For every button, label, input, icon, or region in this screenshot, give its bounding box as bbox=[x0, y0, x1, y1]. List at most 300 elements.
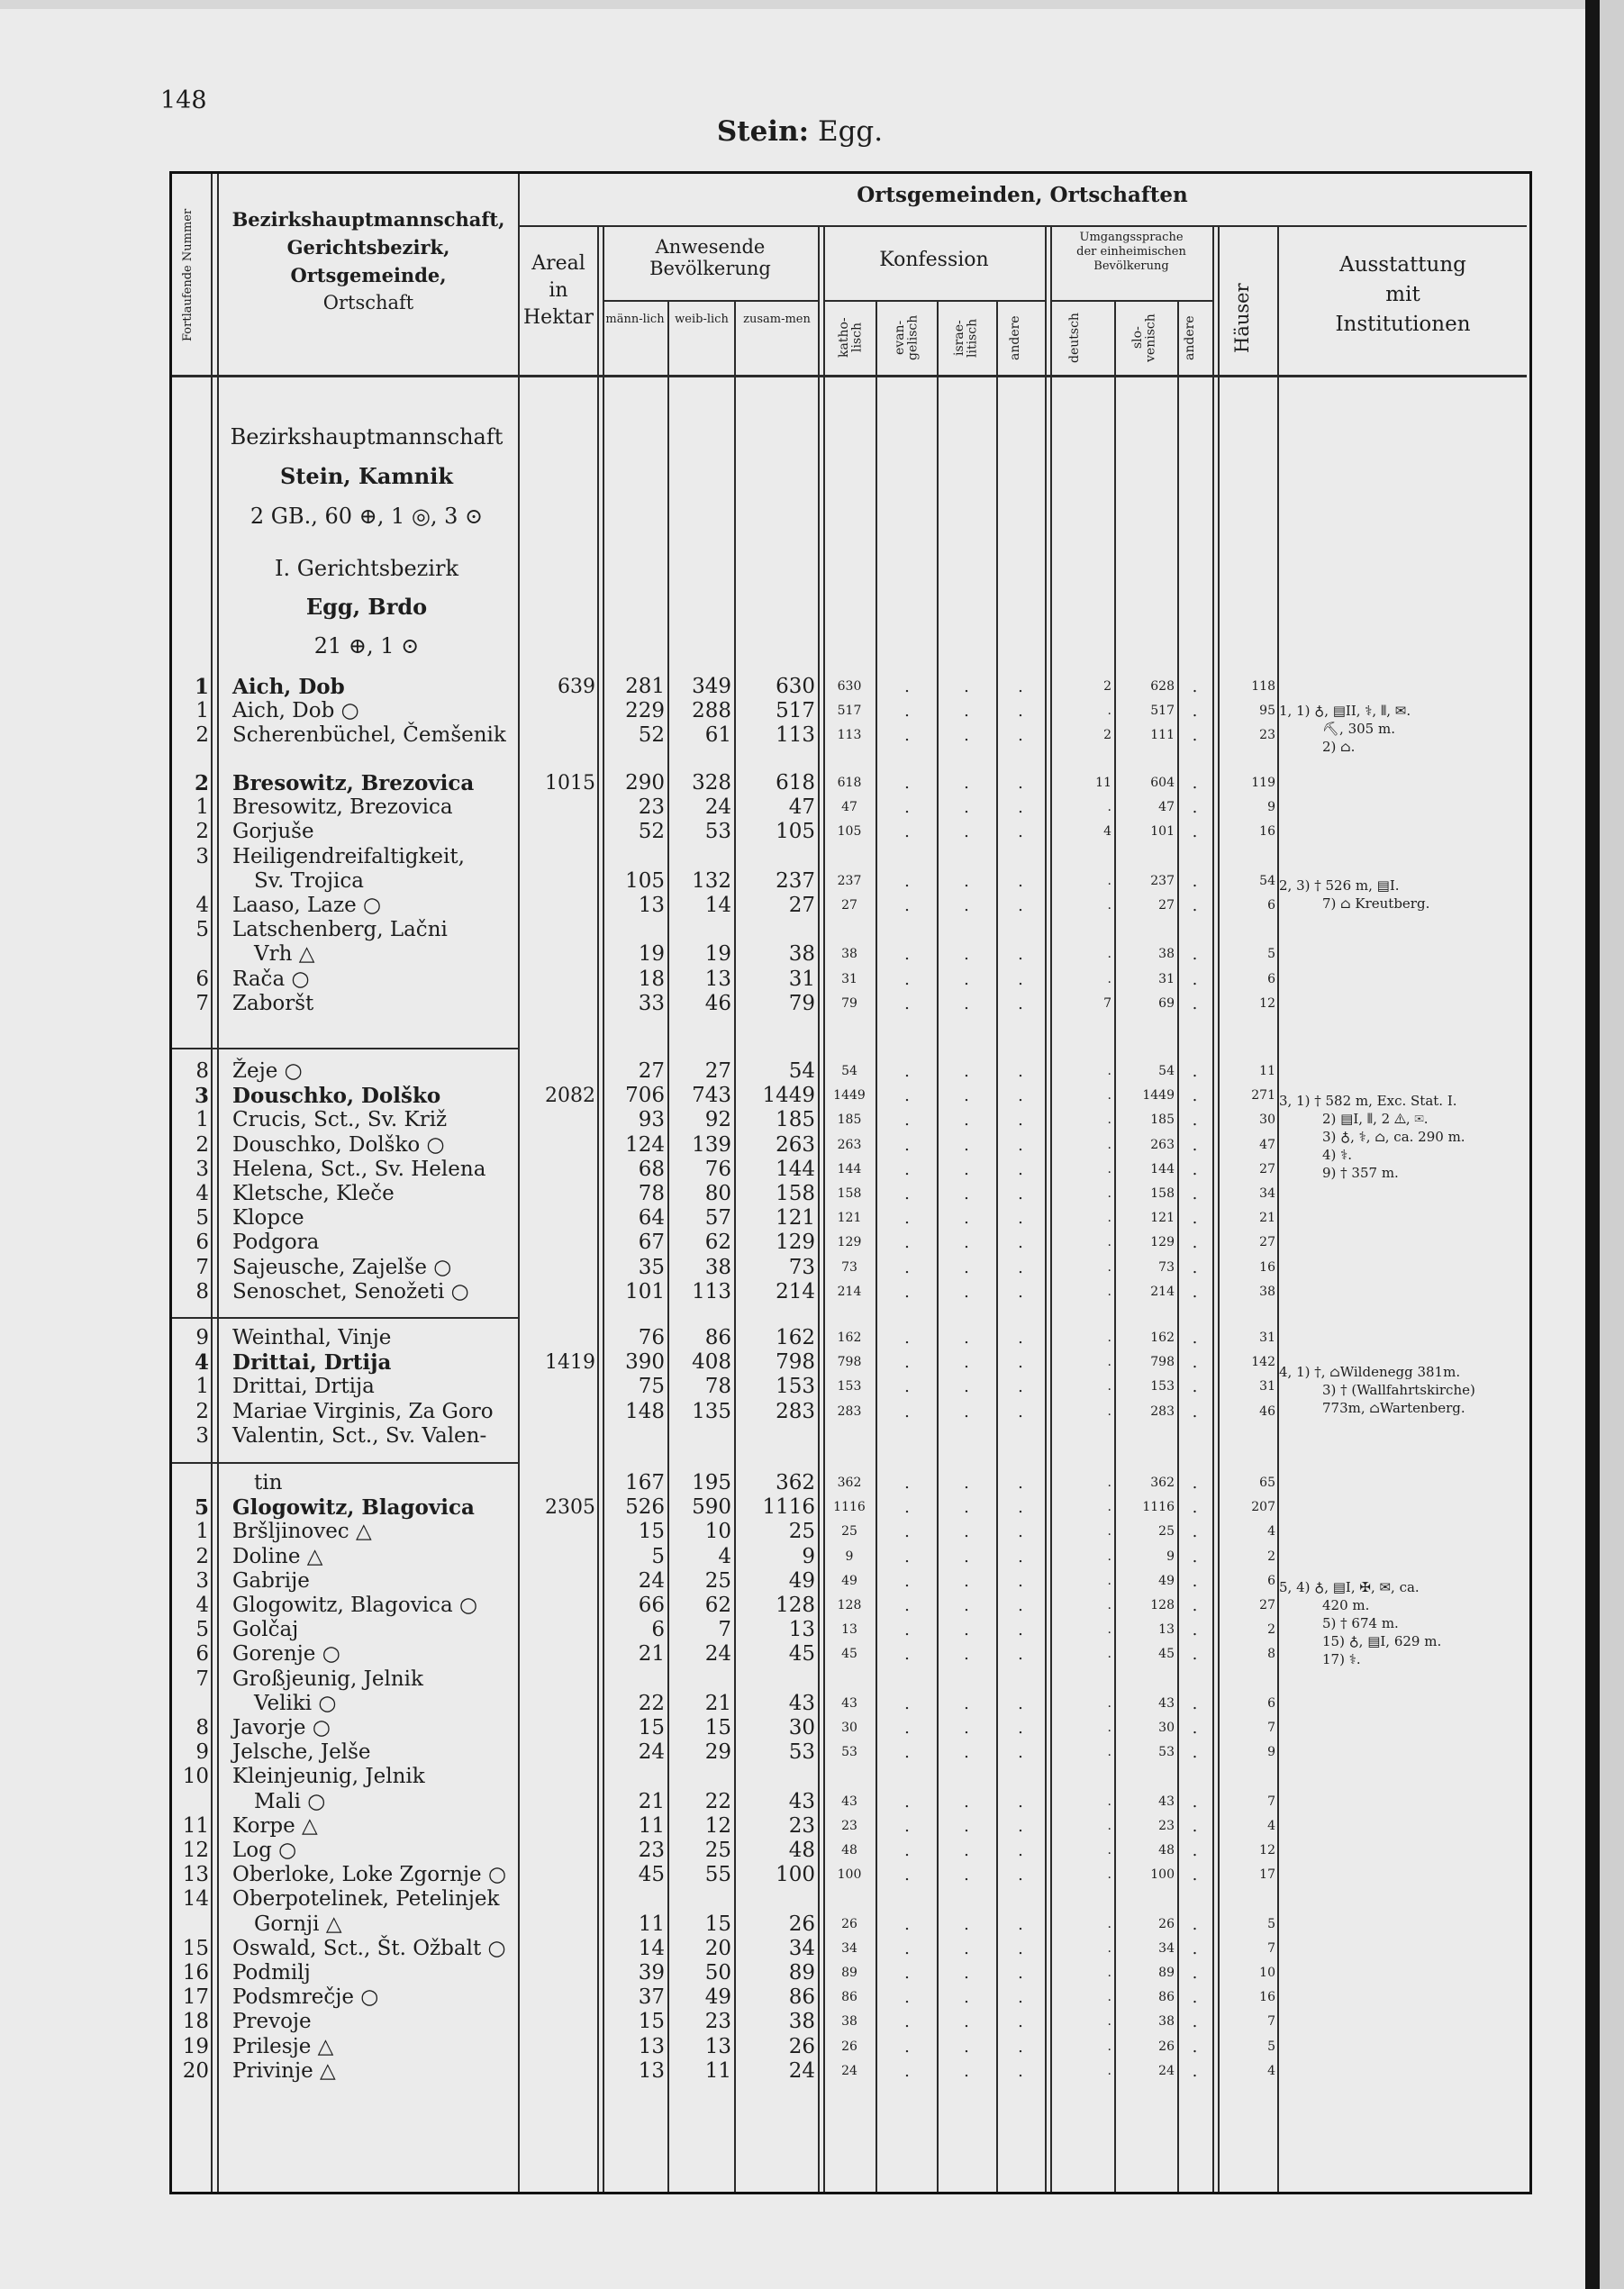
rule-m bbox=[667, 302, 669, 2192]
row-52-ot: . bbox=[1192, 2061, 1198, 2081]
row-23-a: . bbox=[1018, 1329, 1023, 1348]
row-51-ot: . bbox=[1192, 2037, 1198, 2057]
row-31-k: 9 bbox=[845, 1549, 854, 1564]
header-anwesende bbox=[603, 236, 818, 279]
row-12-z: 79 bbox=[788, 991, 815, 1015]
row-7-z: 237 bbox=[776, 868, 815, 893]
row-41-name: Mali ○ bbox=[254, 1789, 326, 1813]
row-39-z: 53 bbox=[788, 1740, 815, 1765]
row-24-i: . bbox=[964, 1353, 969, 1373]
rule-de bbox=[1114, 302, 1116, 2192]
row-13-a: . bbox=[1018, 1062, 1023, 1081]
row-11-e: . bbox=[904, 969, 910, 989]
row-24-h: 142 bbox=[1251, 1355, 1275, 1370]
row-27-name: Valentin, Sct., Sv. Valen- bbox=[232, 1423, 487, 1448]
row-47-ot: . bbox=[1192, 1939, 1198, 1958]
row-26-sl: 283 bbox=[1150, 1403, 1175, 1419]
row-25-e: . bbox=[904, 1377, 910, 1397]
row-11-n: 6 bbox=[195, 967, 209, 991]
row-24-name: Drittai, Drtija bbox=[232, 1350, 392, 1376]
row-15-w: 92 bbox=[704, 1108, 731, 1132]
row-32-ot: . bbox=[1192, 1571, 1198, 1591]
row-16-ot: . bbox=[1192, 1135, 1198, 1155]
row-18-i: . bbox=[964, 1185, 969, 1204]
row-18-w: 80 bbox=[704, 1182, 731, 1205]
row-32-i: . bbox=[964, 1571, 969, 1591]
row-18-z: 158 bbox=[776, 1182, 815, 1205]
row-46-m: 11 bbox=[638, 1912, 665, 1936]
row-47-n: 15 bbox=[182, 1936, 209, 1960]
note-3-line-5: 9) † 357 m. bbox=[1322, 1165, 1399, 1181]
row-6-n: 3 bbox=[195, 844, 209, 868]
row-21-k: 73 bbox=[841, 1259, 857, 1275]
rule-w bbox=[734, 302, 736, 2192]
row-10-m: 19 bbox=[638, 942, 665, 967]
row-42-z: 23 bbox=[788, 1813, 815, 1838]
row-41-k: 43 bbox=[841, 1794, 857, 1809]
row-34-k: 13 bbox=[841, 1622, 857, 1638]
row-46-de: . bbox=[1107, 1916, 1111, 1931]
rule-header-bottom bbox=[172, 375, 1527, 377]
section-egg-symbols: 21 ⊕, 1 ⊙ bbox=[313, 633, 420, 659]
row-43-i: . bbox=[964, 1841, 969, 1860]
row-21-name: Sajeusche, Zajelše ○ bbox=[232, 1255, 452, 1279]
row-52-n: 20 bbox=[182, 2058, 209, 2083]
row-45-name: Oberpotelinek, Petelinjek bbox=[232, 1887, 500, 1912]
row-18-e: . bbox=[904, 1185, 910, 1204]
row-33-e: . bbox=[904, 1596, 910, 1615]
row-30-de: . bbox=[1107, 1524, 1111, 1540]
note-3-line-4: 4) ⚕. bbox=[1322, 1147, 1353, 1163]
row-39-e: . bbox=[904, 1743, 910, 1763]
row-7-m: 105 bbox=[625, 868, 665, 893]
row-16-w: 139 bbox=[692, 1132, 731, 1157]
row-44-h: 17 bbox=[1259, 1867, 1275, 1883]
row-22-z: 214 bbox=[776, 1279, 815, 1303]
row-20-i: . bbox=[964, 1233, 969, 1253]
row-17-e: . bbox=[904, 1159, 910, 1179]
row-7-name: Sv. Trojica bbox=[254, 868, 364, 893]
row-9-n: 5 bbox=[195, 918, 209, 942]
row-14-z: 1449 bbox=[762, 1084, 815, 1108]
row-14-ot: . bbox=[1192, 1086, 1198, 1106]
row-3-k: 618 bbox=[837, 776, 862, 790]
row-2-name: Scherenbüchel, Čemšenik bbox=[232, 723, 506, 748]
section-egg-brdo: Egg, Brdo bbox=[305, 594, 428, 620]
row-34-m: 6 bbox=[651, 1618, 665, 1642]
row-52-z: 24 bbox=[788, 2058, 815, 2083]
row-32-h: 6 bbox=[1267, 1573, 1275, 1588]
row-47-e: . bbox=[904, 1939, 910, 1958]
row-20-e: . bbox=[904, 1233, 910, 1253]
row-10-z: 38 bbox=[788, 942, 815, 967]
row-41-z: 43 bbox=[788, 1789, 815, 1813]
row-39-h: 9 bbox=[1267, 1745, 1275, 1760]
row-48-h: 10 bbox=[1259, 1966, 1275, 1980]
row-39-w: 29 bbox=[704, 1740, 731, 1765]
row-7-ot: . bbox=[1192, 871, 1198, 891]
row-26-e: . bbox=[904, 1402, 910, 1422]
header-umgang-3: Bevölkerung bbox=[1093, 259, 1169, 273]
row-48-n: 16 bbox=[182, 1961, 209, 1985]
row-24-k: 798 bbox=[837, 1355, 862, 1370]
row-42-a: . bbox=[1018, 1816, 1023, 1836]
row-11-a: . bbox=[1018, 969, 1023, 989]
row-11-w: 13 bbox=[704, 967, 731, 991]
row-7-w: 132 bbox=[692, 868, 731, 893]
row-17-h: 27 bbox=[1259, 1161, 1275, 1176]
row-41-ot: . bbox=[1192, 1792, 1198, 1812]
row-3-e: . bbox=[904, 774, 910, 793]
row-37-de: . bbox=[1107, 1695, 1111, 1711]
row-34-z: 13 bbox=[788, 1618, 815, 1642]
row-1-e: . bbox=[904, 702, 910, 722]
row-13-sl: 54 bbox=[1158, 1064, 1175, 1078]
row-42-h: 4 bbox=[1267, 1818, 1275, 1833]
row-37-a: . bbox=[1018, 1694, 1023, 1713]
header-areal-2: in bbox=[549, 279, 568, 302]
row-1-w: 288 bbox=[692, 699, 731, 723]
row-49-name: Podsmrečje ○ bbox=[232, 1985, 379, 2010]
header-anwesende-2: Bevölkerung bbox=[649, 258, 771, 280]
row-16-sl: 263 bbox=[1150, 1137, 1175, 1152]
row-2-n: 2 bbox=[195, 723, 209, 748]
row-2-ot: . bbox=[1192, 726, 1198, 746]
row-29-de: . bbox=[1107, 1500, 1111, 1515]
row-34-sl: 13 bbox=[1158, 1622, 1175, 1638]
note-2-line-2: 7) ⌂ Kreutberg. bbox=[1322, 895, 1430, 912]
row-21-n: 7 bbox=[195, 1255, 209, 1279]
row-35-name: Gorenje ○ bbox=[232, 1642, 340, 1667]
row-25-a: . bbox=[1018, 1377, 1023, 1397]
header-anwesende-1: Anwesende bbox=[655, 236, 766, 258]
note-5-line-1: 5, 4) ♁, ▤I, ✠, ✉, ca. bbox=[1279, 1579, 1420, 1595]
row-28-sl: 362 bbox=[1150, 1476, 1175, 1490]
row-37-ot: . bbox=[1192, 1694, 1198, 1713]
header-district-1: Bezirkshauptmannschaft, bbox=[231, 208, 505, 231]
note-4-line-2: 3) † (Wallfahrtskirche) bbox=[1322, 1382, 1475, 1398]
rule-district bbox=[518, 174, 520, 2192]
rule-konf-sub bbox=[823, 300, 1045, 302]
row-28-e: . bbox=[904, 1474, 910, 1493]
row-20-de: . bbox=[1107, 1235, 1111, 1250]
row-22-i: . bbox=[964, 1282, 969, 1302]
header-ot: andere bbox=[1183, 315, 1197, 360]
row-43-a: . bbox=[1018, 1841, 1023, 1860]
row-0-m: 281 bbox=[625, 675, 665, 698]
row-26-k: 283 bbox=[837, 1403, 862, 1419]
rule-areal-double bbox=[603, 227, 604, 2192]
row-23-ot: . bbox=[1192, 1329, 1198, 1348]
row-38-z: 30 bbox=[788, 1716, 815, 1739]
row-13-i: . bbox=[964, 1062, 969, 1081]
row-47-name: Oswald, Sct., Št. Ožbalt ○ bbox=[232, 1936, 506, 1960]
row-4-i: . bbox=[964, 798, 969, 818]
row-29-n: 5 bbox=[194, 1495, 209, 1521]
row-0-name: Aich, Dob bbox=[232, 675, 345, 699]
row-22-n: 8 bbox=[195, 1279, 209, 1303]
header-m: männ-lich bbox=[605, 313, 665, 326]
row-32-e: . bbox=[904, 1571, 910, 1591]
row-26-h: 46 bbox=[1259, 1403, 1275, 1419]
row-48-m: 39 bbox=[638, 1961, 665, 1985]
row-49-m: 37 bbox=[638, 1985, 665, 2010]
row-16-m: 124 bbox=[625, 1132, 665, 1157]
row-11-name: Rača ○ bbox=[232, 967, 310, 991]
header-haeuser: Häuser bbox=[1231, 283, 1253, 353]
row-1-ot: . bbox=[1192, 702, 1198, 722]
row-41-m: 21 bbox=[638, 1789, 665, 1813]
row-33-k: 128 bbox=[837, 1598, 862, 1612]
row-52-k: 24 bbox=[841, 2063, 857, 2078]
row-24-z: 798 bbox=[776, 1350, 815, 1375]
row-15-sl: 185 bbox=[1150, 1113, 1175, 1128]
row-26-w: 135 bbox=[692, 1399, 731, 1423]
row-33-de: . bbox=[1107, 1598, 1111, 1612]
rule-h bbox=[1277, 227, 1279, 2192]
row-43-h: 12 bbox=[1259, 1843, 1275, 1858]
row-18-sl: 158 bbox=[1150, 1186, 1175, 1201]
row-50-de: . bbox=[1107, 2014, 1111, 2030]
row-52-de: . bbox=[1107, 2063, 1111, 2078]
row-19-i: . bbox=[964, 1209, 969, 1229]
row-4-n: 1 bbox=[195, 795, 209, 820]
row-7-k: 237 bbox=[837, 873, 862, 888]
row-18-a: . bbox=[1018, 1185, 1023, 1204]
row-15-e: . bbox=[904, 1111, 910, 1131]
row-4-k: 47 bbox=[841, 800, 857, 815]
note-5-line-3: 5) † 674 m. bbox=[1322, 1615, 1399, 1631]
row-29-w: 590 bbox=[692, 1495, 731, 1520]
row-46-h: 5 bbox=[1267, 1916, 1275, 1931]
row-22-h: 38 bbox=[1259, 1284, 1275, 1299]
row-22-k: 214 bbox=[837, 1284, 862, 1299]
row-49-n: 17 bbox=[182, 1985, 209, 2010]
row-37-m: 22 bbox=[638, 1691, 665, 1715]
row-52-i: . bbox=[964, 2061, 969, 2081]
row-29-sl: 1116 bbox=[1142, 1500, 1175, 1515]
row-31-i: . bbox=[964, 1547, 969, 1567]
header-k: katho-lisch bbox=[837, 317, 865, 359]
row-15-de: . bbox=[1107, 1113, 1111, 1128]
rule-a bbox=[1045, 227, 1047, 2192]
row-35-m: 21 bbox=[638, 1642, 665, 1667]
row-51-m: 13 bbox=[638, 2034, 665, 2058]
row-12-w: 46 bbox=[704, 991, 731, 1015]
row-17-k: 144 bbox=[837, 1161, 862, 1176]
row-33-h: 27 bbox=[1259, 1598, 1275, 1612]
row-20-w: 62 bbox=[704, 1231, 731, 1255]
row-35-n: 6 bbox=[195, 1642, 209, 1667]
row-19-h: 21 bbox=[1259, 1211, 1275, 1226]
row-50-a: . bbox=[1018, 2012, 1023, 2032]
row-36-n: 7 bbox=[195, 1667, 209, 1691]
row-12-a: . bbox=[1018, 994, 1023, 1013]
row-24-m: 390 bbox=[625, 1350, 665, 1375]
row-11-z: 31 bbox=[788, 967, 815, 991]
row-10-e: . bbox=[904, 945, 910, 965]
row-50-name: Prevoje bbox=[232, 2010, 312, 2034]
row-48-z: 89 bbox=[788, 1961, 815, 1985]
row-16-de: . bbox=[1107, 1137, 1111, 1152]
row-47-m: 14 bbox=[638, 1936, 665, 1960]
row-43-ot: . bbox=[1192, 1841, 1198, 1860]
row-4-name: Bresowitz, Brezovica bbox=[232, 795, 453, 820]
note-1-line-3: 2) ⌂. bbox=[1322, 739, 1356, 755]
row-30-i: . bbox=[964, 1522, 969, 1542]
row-26-ot: . bbox=[1192, 1402, 1198, 1422]
row-52-sl: 24 bbox=[1158, 2063, 1175, 2078]
row-50-n: 18 bbox=[182, 2010, 209, 2034]
row-5-e: . bbox=[904, 822, 910, 842]
row-48-e: . bbox=[904, 1964, 910, 1983]
row-9-name: Latschenberg, Lačni bbox=[232, 918, 448, 942]
row-32-z: 49 bbox=[788, 1568, 815, 1593]
row-33-name: Glogowitz, Blagovica ○ bbox=[232, 1594, 478, 1617]
row-51-i: . bbox=[964, 2037, 969, 2057]
note-5-line-5: 17) ⚕. bbox=[1322, 1651, 1361, 1667]
row-29-k: 1116 bbox=[833, 1500, 866, 1515]
row-50-h: 7 bbox=[1267, 2014, 1275, 2030]
row-20-sl: 129 bbox=[1150, 1235, 1175, 1250]
header-district bbox=[219, 205, 518, 317]
row-49-a: . bbox=[1018, 1988, 1023, 2008]
row-4-ot: . bbox=[1192, 798, 1198, 818]
row-44-m: 45 bbox=[638, 1863, 665, 1887]
row-25-h: 31 bbox=[1259, 1379, 1275, 1394]
row-32-n: 3 bbox=[195, 1568, 209, 1593]
row-15-n: 1 bbox=[195, 1108, 209, 1132]
row-23-n: 9 bbox=[195, 1326, 209, 1349]
row-39-n: 9 bbox=[195, 1740, 209, 1765]
group-rule-3 bbox=[172, 1462, 518, 1464]
row-0-e: . bbox=[904, 677, 910, 696]
row-52-h: 4 bbox=[1267, 2063, 1275, 2078]
row-3-areal: 1015 bbox=[545, 772, 595, 795]
row-29-areal: 2305 bbox=[545, 1496, 595, 1520]
row-29-h: 207 bbox=[1251, 1500, 1275, 1515]
rule-areal bbox=[597, 227, 599, 2192]
rule-header-top bbox=[518, 225, 1527, 227]
row-38-a: . bbox=[1018, 1719, 1023, 1738]
row-20-k: 129 bbox=[837, 1235, 862, 1250]
row-13-h: 11 bbox=[1259, 1064, 1275, 1078]
row-25-i: . bbox=[964, 1377, 969, 1397]
row-0-sl: 628 bbox=[1150, 679, 1175, 694]
note-5-line-4: 15) ♁, ▤I, 629 m. bbox=[1322, 1633, 1442, 1649]
row-30-ot: . bbox=[1192, 1522, 1198, 1542]
row-1-z: 517 bbox=[776, 699, 815, 723]
row-12-de: 7 bbox=[1103, 995, 1111, 1011]
row-30-sl: 25 bbox=[1158, 1524, 1175, 1540]
row-44-e: . bbox=[904, 1866, 910, 1885]
row-30-w: 10 bbox=[704, 1520, 731, 1544]
row-32-name: Gabrije bbox=[232, 1568, 310, 1593]
row-2-k: 113 bbox=[837, 728, 862, 743]
row-31-name: Doline △ bbox=[232, 1544, 323, 1568]
row-14-h: 271 bbox=[1251, 1088, 1275, 1104]
row-1-n: 1 bbox=[195, 699, 209, 723]
row-52-w: 11 bbox=[704, 2058, 731, 2083]
row-23-m: 76 bbox=[638, 1326, 665, 1349]
row-31-h: 2 bbox=[1267, 1549, 1275, 1564]
header-umgang-1: Umgangssprache bbox=[1079, 231, 1184, 244]
row-42-n: 11 bbox=[182, 1813, 209, 1838]
row-44-de: . bbox=[1107, 1867, 1111, 1883]
section-gerichtsbezirk: I. Gerichtsbezirk bbox=[274, 556, 459, 581]
row-2-h: 23 bbox=[1259, 728, 1275, 743]
scan-top-band bbox=[0, 0, 1600, 9]
row-11-h: 6 bbox=[1267, 971, 1275, 986]
header-sl: slo-venisch bbox=[1130, 313, 1158, 362]
row-44-z: 100 bbox=[776, 1863, 815, 1887]
row-49-h: 16 bbox=[1259, 1990, 1275, 2005]
row-14-name: Douschko, Dolško bbox=[232, 1084, 441, 1109]
row-39-m: 24 bbox=[638, 1740, 665, 1765]
row-30-e: . bbox=[904, 1522, 910, 1542]
row-16-name: Douschko, Dolško ○ bbox=[232, 1132, 445, 1157]
row-47-a: . bbox=[1018, 1939, 1023, 1958]
row-32-k: 49 bbox=[841, 1573, 857, 1588]
row-17-n: 3 bbox=[195, 1157, 209, 1181]
row-18-de: . bbox=[1107, 1186, 1111, 1201]
row-23-name: Weinthal, Vinje bbox=[232, 1326, 392, 1349]
row-2-e: . bbox=[904, 726, 910, 746]
header-nr: Fortlaufende Nummer bbox=[181, 208, 195, 341]
row-14-k: 1449 bbox=[833, 1088, 866, 1104]
row-51-de: . bbox=[1107, 2039, 1111, 2054]
row-34-ot: . bbox=[1192, 1621, 1198, 1640]
note-3-line-3: 3) ♁, ⚕, ⌂, ca. 290 m. bbox=[1322, 1129, 1465, 1145]
row-51-name: Prilesje △ bbox=[232, 2034, 334, 2058]
row-8-z: 27 bbox=[788, 894, 815, 917]
row-12-sl: 69 bbox=[1158, 995, 1175, 1011]
row-51-n: 19 bbox=[182, 2034, 209, 2058]
row-1-de: . bbox=[1107, 704, 1111, 719]
header-e: evan-gelisch bbox=[893, 314, 921, 361]
row-39-sl: 53 bbox=[1158, 1745, 1175, 1760]
row-7-de: . bbox=[1107, 873, 1111, 888]
row-25-k: 153 bbox=[837, 1379, 862, 1394]
note-5-line-2: 420 m. bbox=[1322, 1597, 1370, 1613]
row-19-name: Klopce bbox=[232, 1206, 304, 1231]
row-50-k: 38 bbox=[841, 2014, 857, 2030]
row-13-n: 8 bbox=[195, 1059, 209, 1083]
row-4-m: 23 bbox=[638, 795, 665, 820]
row-43-m: 23 bbox=[638, 1839, 665, 1862]
row-52-m: 13 bbox=[638, 2058, 665, 2083]
row-16-h: 47 bbox=[1259, 1137, 1275, 1152]
row-12-k: 79 bbox=[841, 995, 857, 1011]
row-17-m: 68 bbox=[638, 1157, 665, 1181]
row-23-e: . bbox=[904, 1329, 910, 1348]
header-areal-1: Areal bbox=[531, 252, 585, 275]
row-42-sl: 23 bbox=[1158, 1818, 1175, 1833]
row-11-k: 31 bbox=[841, 971, 857, 986]
row-32-w: 25 bbox=[704, 1568, 731, 1593]
row-10-i: . bbox=[964, 945, 969, 965]
row-31-m: 5 bbox=[651, 1544, 665, 1568]
row-10-w: 19 bbox=[704, 942, 731, 967]
row-19-m: 64 bbox=[638, 1206, 665, 1231]
row-10-name: Vrh △ bbox=[254, 942, 315, 967]
row-16-n: 2 bbox=[195, 1132, 209, 1157]
row-8-sl: 27 bbox=[1158, 898, 1175, 913]
row-35-k: 45 bbox=[841, 1647, 857, 1662]
row-25-sl: 153 bbox=[1150, 1379, 1175, 1394]
row-22-de: . bbox=[1107, 1284, 1111, 1299]
section-bezirkshauptmannschaft: Bezirkshauptmannschaft bbox=[230, 424, 504, 450]
